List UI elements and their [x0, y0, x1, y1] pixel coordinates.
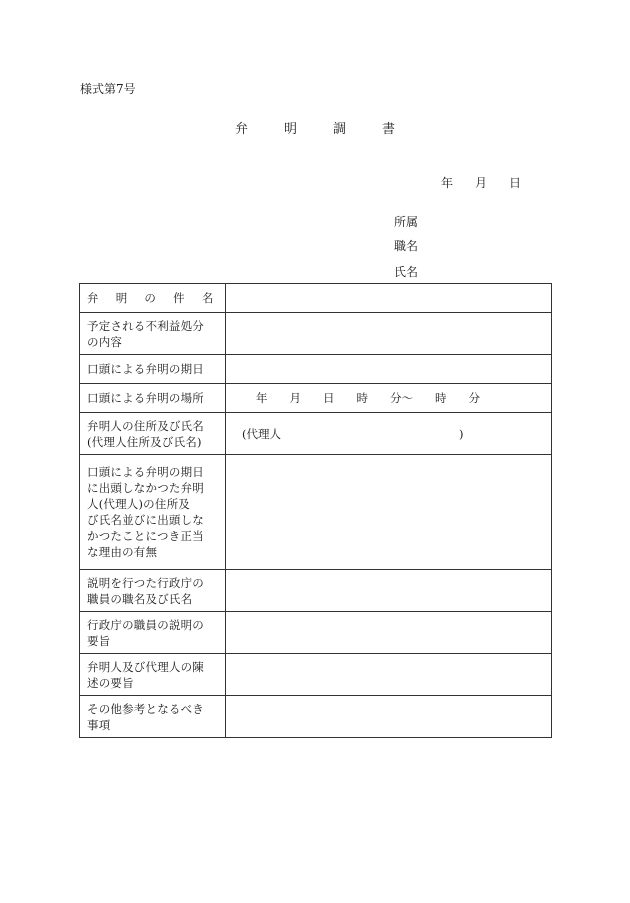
table-row [80, 654, 552, 696]
row-label-explanation-summary: 行政庁の職員の説明の 要旨 [80, 612, 226, 654]
table-row [80, 384, 552, 413]
datetime-unit: 年 [256, 391, 268, 405]
row-value-planned-disposition[interactable] [226, 313, 552, 355]
signature-affiliation-label: 所属 [394, 215, 419, 229]
row-label-other-references: その他参考となるべき 事項 [80, 696, 226, 738]
row-value-hearing-datetime[interactable] [226, 384, 552, 413]
title-char: 書 [382, 122, 396, 137]
row-label-explaining-official: 説明を行つた行政庁の 職員の職名及び氏名 [80, 570, 226, 612]
row-label-hearing-date: 口頭による弁明の期日 [80, 355, 226, 384]
date-line [441, 174, 521, 191]
table-row [80, 313, 552, 355]
table-row [80, 455, 552, 570]
row-value-explanation-summary[interactable] [226, 612, 552, 654]
table-row [80, 570, 552, 612]
document-title [0, 118, 630, 137]
row-value-address-name[interactable] [226, 413, 552, 455]
date-unit-day: 日 [509, 176, 522, 190]
proxy-open-label: (代理人 [242, 426, 281, 441]
datetime-unit: 時 [435, 391, 447, 405]
row-value-case-name[interactable] [226, 284, 552, 313]
table-row [80, 612, 552, 654]
table-row [80, 284, 552, 313]
row-label-statement-summary: 弁明人及び代理人の陳 述の要旨 [80, 654, 226, 696]
table-row [80, 355, 552, 384]
row-label-non-appearance: 口頭による弁明の期日 に出頭しなかつた弁明 人(代理人)の住所及 び氏名並びに出頭しな かつたことにつき正当 な理由の有無 [80, 455, 226, 570]
row-label-address-name: 弁明人の住所及び氏名 (代理人住所及び氏名) [80, 413, 226, 455]
datetime-unit: 月 [289, 391, 301, 405]
signature-name-label: 氏名 [394, 265, 419, 279]
title-char: 明 [283, 122, 297, 137]
row-label-hearing-place: 口頭による弁明の場所 [80, 384, 226, 413]
table-row [80, 413, 552, 455]
date-unit-year: 年 [441, 176, 454, 190]
datetime-unit: 日 [323, 391, 335, 405]
signature-position-label: 職名 [394, 239, 419, 253]
title-char: 調 [333, 122, 347, 137]
date-unit-month: 月 [475, 176, 488, 190]
datetime-unit: 時 [356, 391, 368, 405]
title-char: 弁 [234, 122, 248, 137]
row-value-hearing-date[interactable] [226, 355, 552, 384]
row-label-case-name: 弁 明 の 件 名 [80, 284, 226, 313]
statement-form-table [79, 283, 552, 738]
proxy-close-label: ) [459, 426, 464, 441]
row-label-planned-disposition: 予定される不利益処分 の内容 [80, 313, 226, 355]
datetime-unit: 分 [468, 391, 480, 405]
row-value-explaining-official[interactable] [226, 570, 552, 612]
table-row [80, 696, 552, 738]
row-value-non-appearance[interactable] [226, 455, 552, 570]
datetime-unit: 分〜 [390, 391, 413, 405]
row-value-other-references[interactable] [226, 696, 552, 738]
form-number: 様式第7号 [80, 82, 136, 96]
row-value-statement-summary[interactable] [226, 654, 552, 696]
